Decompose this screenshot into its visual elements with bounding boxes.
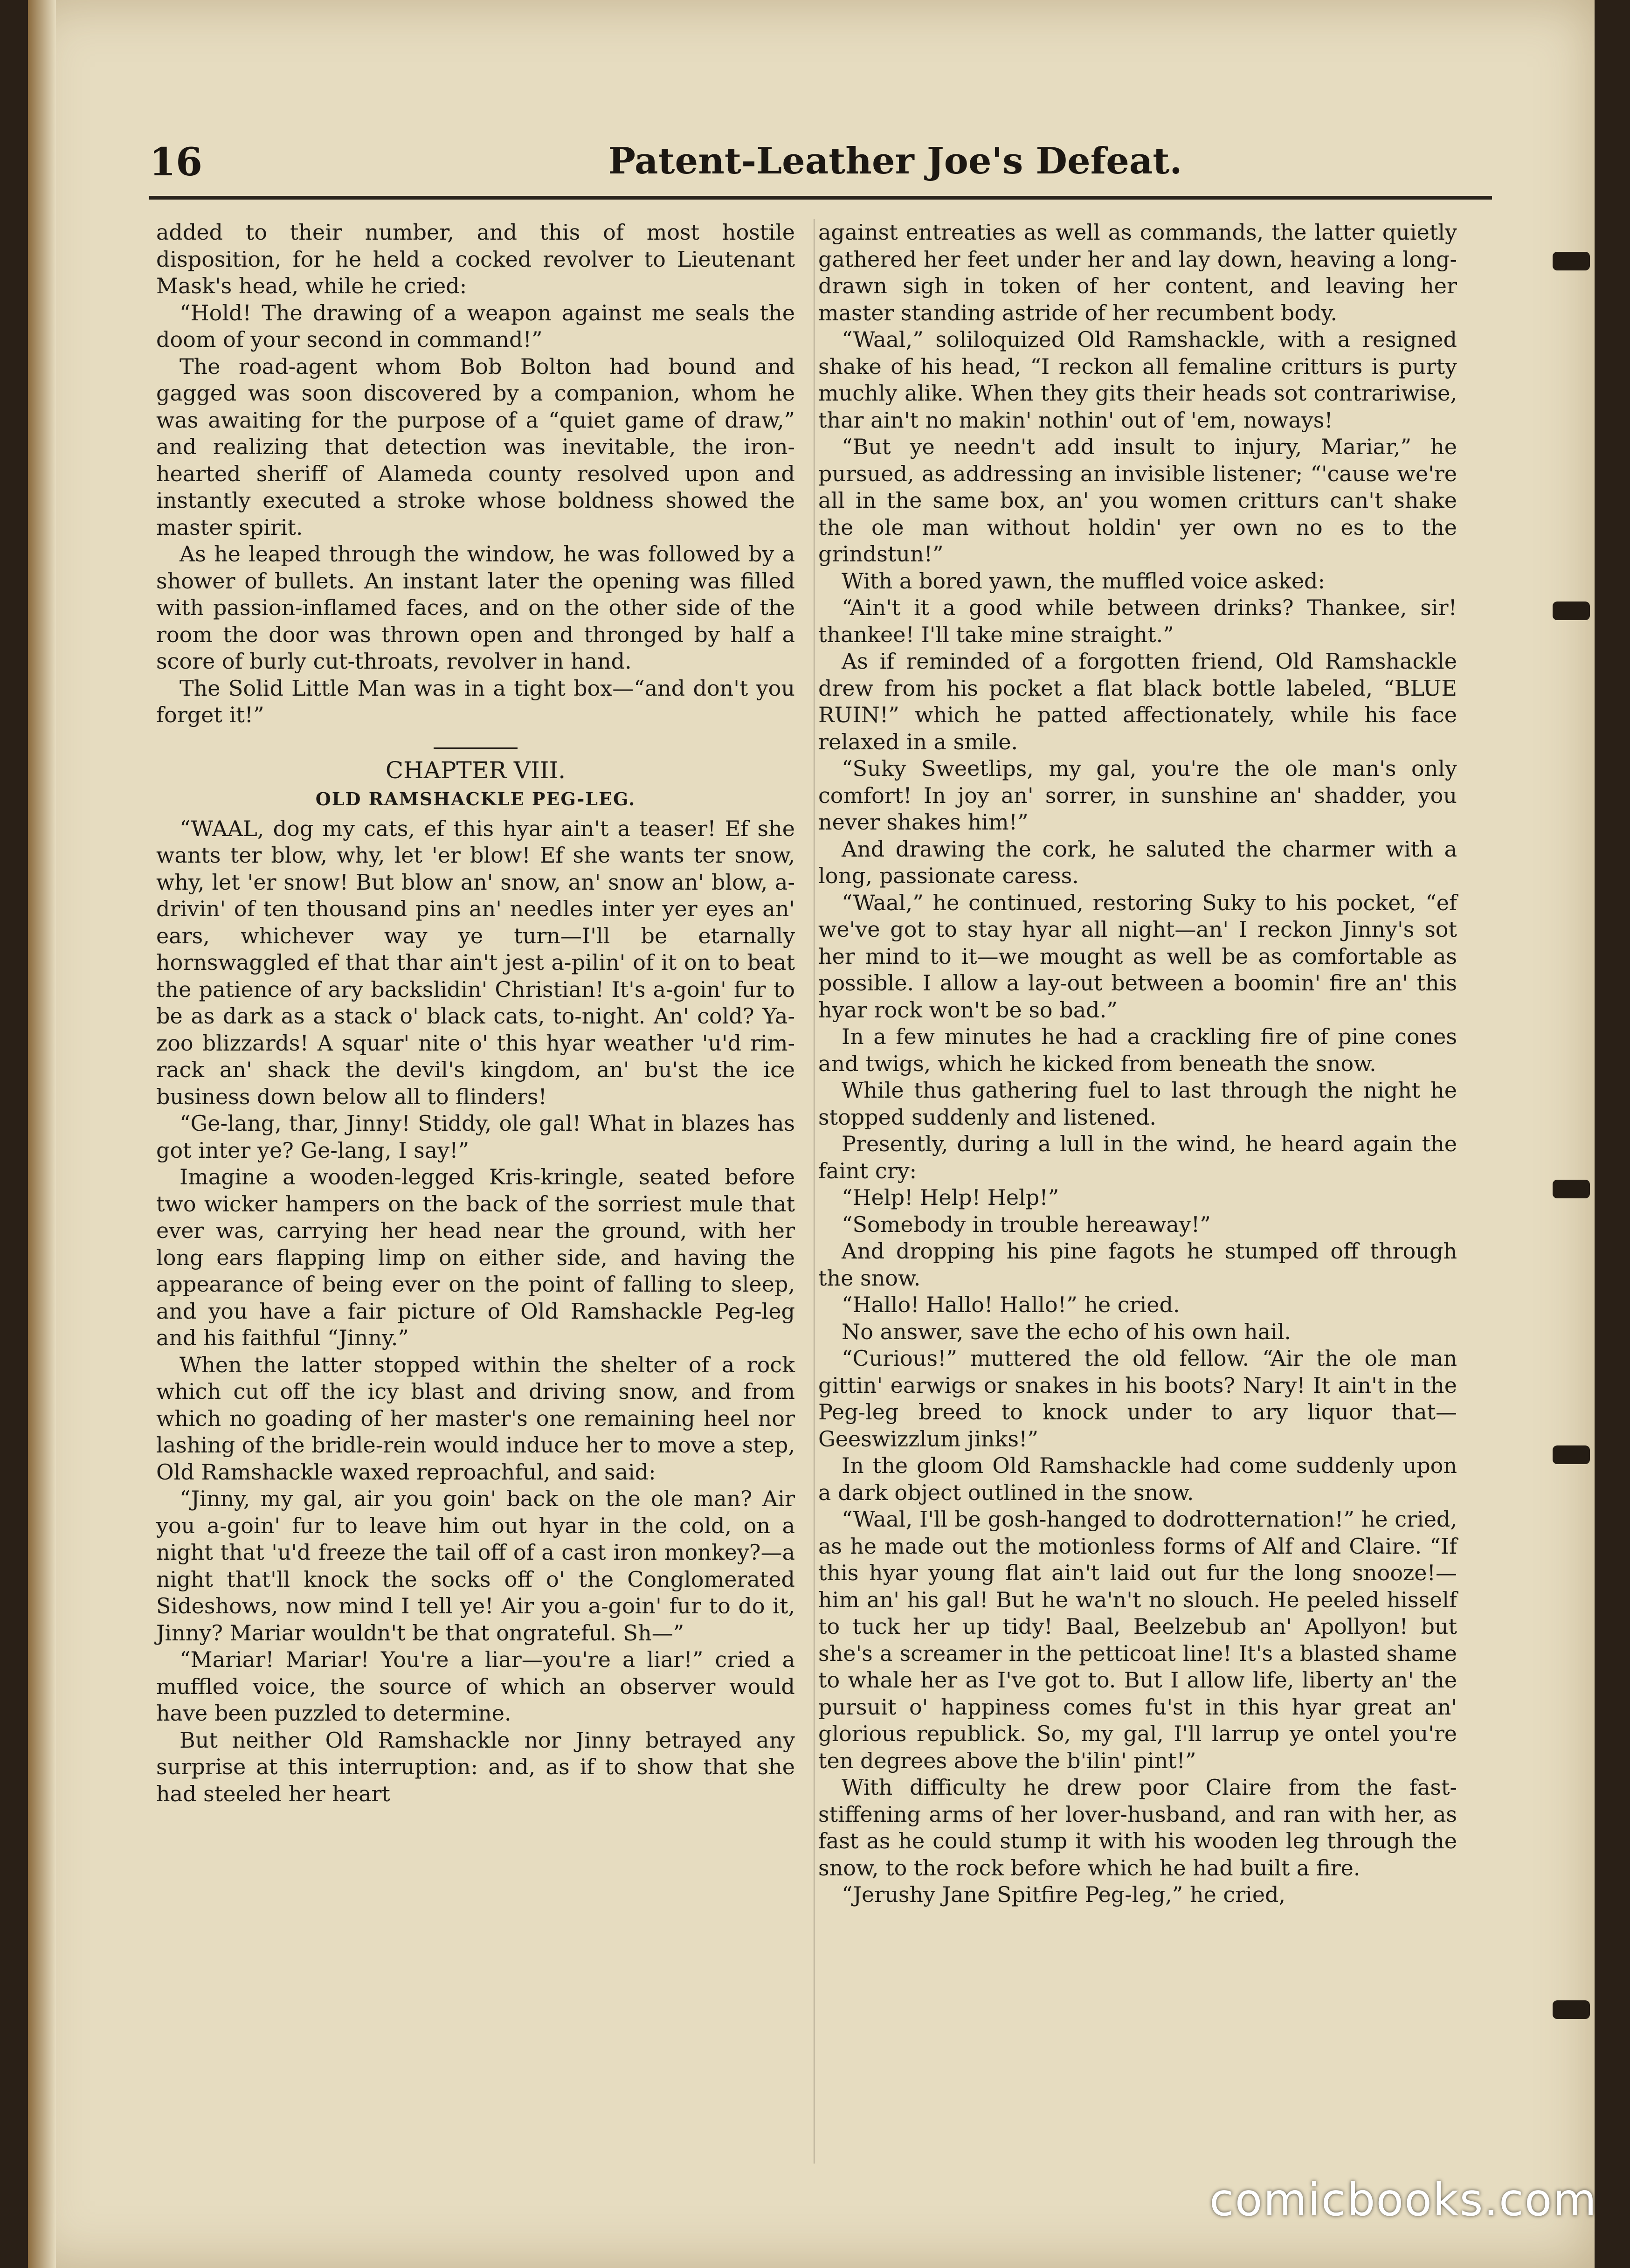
left-column xyxy=(156,219,795,1807)
paragraph: Imagine a wooden-legged Kris-kringle, seated before two wicker hampers on the back of the sorriest mule that ever was, carrying her head near the ground, with her long ears flapping limp on either side, and having the appearance of being ever on the point of falling to sleep, and you have a fair picture of Old Ramshackle Peg-leg and his faithful “Jinny.” xyxy=(156,1164,795,1350)
binding-staple xyxy=(1553,1445,1590,1464)
paragraph: But neither Old Ramshackle nor Jinny betrayed any surprise at this interruption: and, as if to show that she had steeled her heart xyxy=(156,1727,795,1806)
paragraph: The Solid Little Man was in a tight box—“and don't you forget it!” xyxy=(156,675,795,727)
header-rule xyxy=(149,196,1492,200)
paragraph: And drawing the cork, he saluted the charmer with a long, passionate caress. xyxy=(818,836,1457,888)
site-watermark: comicbooks.com xyxy=(1209,2174,1597,2226)
book-page xyxy=(28,0,1595,2268)
paragraph: While thus gathering fuel to last through the night he stopped suddenly and listened. xyxy=(818,1078,1457,1130)
chapter-subtitle: OLD RAMSHACKLE PEG-LEG. xyxy=(315,788,636,809)
paragraph: When the latter stopped within the shelter of a rock which cut off the icy blast and driving snow, and from which no goading of her master's one remaining heel nor lashing of the bridle-rein would induce her to move a step, Old Ramshackle waxed reproachful, and said: xyxy=(156,1352,795,1485)
column-divider xyxy=(814,219,815,2164)
paragraph: As if reminded of a forgotten friend, Old Ramshackle drew from his pocket a flat black bottle labeled, “BLUE RUIN!” which he patted affectionately, while his face relaxed in a smile. xyxy=(818,649,1457,754)
paragraph: “Help! Help! Help!” xyxy=(842,1185,1059,1210)
page-number: 16 xyxy=(149,140,203,185)
binding-staple xyxy=(1553,1180,1590,1198)
paragraph: “Waal,” he continued, restoring Suky to his pocket, “ef we've got to stay hyar all night—an' I reckon Jinny's sot her mind to it—we mought as well be as comfortable as possible. I allow a lay-out between a boomin' fire an' this hyar rock won't be so bad.” xyxy=(818,890,1457,1023)
binding-staple xyxy=(1553,2000,1590,2019)
paragraph: “Mariar! Mariar! You're a liar—you're a liar!” cried a muffled voice, the source of which an observer would have been puzzled to determine. xyxy=(156,1647,795,1726)
paragraph: “Jerushy Jane Spitfire Peg-leg,” he cried, xyxy=(842,1882,1286,1907)
paragraph: As he leaped through the window, he was followed by a shower of bullets. An instant later the opening was filled with passion-inflamed faces, and on the other side of the room the door was thrown open and thronged by half a score of burly cut-throats, revolver in hand. xyxy=(156,541,795,674)
paragraph: against entreaties as well as commands, the latter quietly gathered her feet under her and lay down, heaving a long-drawn sigh in token of her content, and leaving her master standing astride of her recumbent body. xyxy=(818,220,1457,325)
paragraph: “Ain't it a good while between drinks? Thankee, sir! thankee! I'll take mine straight.” xyxy=(818,595,1457,647)
paragraph: In a few minutes he had a crackling fire of pine cones and twigs, which he kicked from beneath the snow. xyxy=(818,1024,1457,1076)
chapter-title: CHAPTER VIII. xyxy=(156,747,795,784)
paragraph: Presently, during a lull in the wind, he heard again the faint cry: xyxy=(818,1131,1457,1183)
paragraph: With difficulty he drew poor Claire from the fast-stiffening arms of her lover-husband, and ran with her, as fast as he could stump it with his wooden leg through the snow, to the rock before which he had built a fire. xyxy=(818,1775,1457,1881)
paragraph: “Suky Sweetlips, my gal, you're the ole man's only comfort! In joy an' sorrer, in sunshine an' shadder, you never shakes him!” xyxy=(818,756,1457,835)
paragraph: And dropping his pine fagots he stumped off through the snow. xyxy=(818,1238,1457,1291)
paragraph: “Waal,” soliloquized Old Ramshackle, with a resigned shake of his head, “I reckon all femaline critturs is purty muchly alike. When they gits their heads sot contrariwise, thar ain't no makin' nothin' out of 'em, noways! xyxy=(818,327,1457,433)
running-title: Patent-Leather Joe's Defeat. xyxy=(608,140,1182,182)
paragraph: In the gloom Old Ramshackle had come suddenly upon a dark object outlined in the snow. xyxy=(818,1453,1457,1505)
paragraph: With a bored yawn, the muffled voice asked: xyxy=(842,568,1325,594)
paragraph: “Jinny, my gal, air you goin' back on the ole man? Air you a-goin' fur to leave him out hyar in the cold, on a night that 'u'd freeze the tail off of a cast iron monkey?—a night that'll knock the socks off o' the Conglomerated Sideshows, now mind I tell ye! Air you a-goin' fur to do it, Jinny? Mariar wouldn't be that ongrateful. Sh—” xyxy=(156,1486,795,1646)
paragraph: added to their number, and this of most hostile disposition, for he held a cocked revolver to Lieutenant Mask's head, while he cried: xyxy=(156,220,795,298)
right-column xyxy=(818,219,1457,1908)
binding-staple xyxy=(1553,602,1590,620)
paragraph: “Hallo! Hallo! Hallo!” he cried. xyxy=(842,1292,1180,1317)
paragraph: “Hold! The drawing of a weapon against me seals the doom of your second in command!” xyxy=(156,300,795,352)
paragraph: “Somebody in trouble hereaway!” xyxy=(842,1211,1211,1237)
paragraph: “Curious!” muttered the old fellow. “Air the ole man gittin' earwigs or snakes in his boots? Nary! It ain't in the Peg-leg breed to knock under to ary liquor that— Geeswizzlum jinks!” xyxy=(818,1346,1457,1452)
page-header xyxy=(149,135,1501,196)
paragraph: “But ye needn't add insult to injury, Mariar,” he pursued, as addressing an invisible listener; “'cause we're all in the same box, an' you women critturs can't shake the ole man without holdin' yer own no es to the grindstun!” xyxy=(818,434,1457,567)
paragraph: The road-agent whom Bob Bolton had bound and gagged was soon discovered by a companion, whom he was awaiting for the purpose of a “quiet game of draw,” and realizing that detection was inevitable, the iron-hearted sheriff of Alameda county resolved upon and instantly executed a stroke whose boldness showed the master spirit. xyxy=(156,353,795,540)
paragraph: “WAAL, dog my cats, ef this hyar ain't a teaser! Ef she wants ter blow, why, let 'er blow! Ef she wants ter snow, why, let 'er snow! But blow an' snow, an' snow an' blow, a-drivin' of ten thousand pins an' needles inter yer eyes an' ears, whichever way ye turn—I'll be etarnally hornswaggled ef that thar ain't jest a-pilin' of it on to beat the patience of ary backslidin' Christian! It's a-goin' fur to be as dark as a stack o' black cats, to-night. An' cold? Ya-zoo blizzards! A squar' nite o' this hyar weather 'u'd rim-rack an' shack the devil's kingdom, an' bu'st the ice business down below all to flinders! xyxy=(156,816,795,1109)
paragraph: “Ge-lang, thar, Jinny! Stiddy, ole gal! What in blazes has got inter ye? Ge-lang, I say!” xyxy=(156,1111,795,1163)
binding-staple xyxy=(1553,252,1590,270)
paragraph: No answer, save the echo of his own hail. xyxy=(842,1319,1292,1344)
paragraph: “Waal, I'll be gosh-hanged to dodrotternation!” he cried, as he made out the motionless forms of Alf and Claire. “If this hyar young flat ain't laid out fur the long snooze!—him an' his gal! But he wa'n't no slouch. He peeled hisself to tuck her up tidy! Baal, Beelzebub an' Apollyon! but she's a screamer in the petticoat line! It's a blasted shame to whale her as I've got to. But I allow life, liberty an' the pursuit o' happiness comes fu'st in this hyar great an' glorious republick. So, my gal, I'll larrup ye ontel you're ten degrees above the b'ilin' pint!” xyxy=(818,1507,1457,1773)
